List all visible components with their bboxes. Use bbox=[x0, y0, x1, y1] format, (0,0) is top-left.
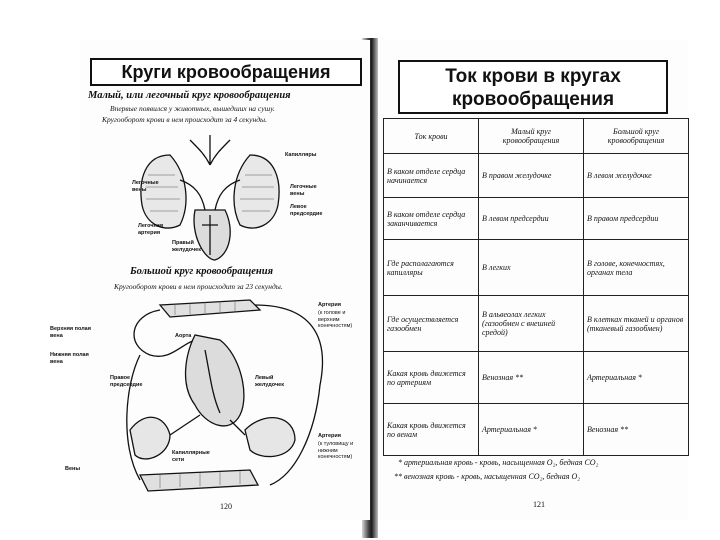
header-cell: Малый круг кровообращения bbox=[479, 119, 584, 154]
table-cell: Где располагаются капилляры bbox=[384, 240, 479, 296]
right-page bbox=[378, 40, 688, 520]
label-right-ventricle: Правый желудочек bbox=[172, 240, 201, 253]
table-cell: В правом предсердии bbox=[584, 198, 689, 240]
label-capillary-networks: Капиллярные сети bbox=[172, 450, 210, 463]
left-page-number: 120 bbox=[220, 502, 232, 511]
pulmonary-circulation-diagram bbox=[120, 125, 300, 265]
table-cell: В каком отделе сердца начинается bbox=[384, 154, 479, 198]
table-cell: Артериальная * bbox=[584, 352, 689, 404]
label-capillaries: Капилляры bbox=[285, 152, 317, 158]
label-veins: Вены bbox=[65, 466, 81, 472]
table-cell: Венозная ** bbox=[584, 404, 689, 456]
left-page bbox=[50, 40, 370, 520]
table-cell: В клетках тканей и органов (тканевый газообмен) bbox=[584, 296, 689, 352]
label-inferior-vena-cava: Нижняя полая вена bbox=[50, 352, 89, 365]
table-cell: В голове, конечностях, органах тела bbox=[584, 240, 689, 296]
left-page-title: Круги кровообращения bbox=[90, 58, 362, 86]
pulmonary-note-2: Кругооборот крови в нем происходит за 4 секунды. bbox=[102, 115, 267, 124]
table-cell: В каком отделе сердца заканчивается bbox=[384, 198, 479, 240]
label-artery-bottom-note: (к туловищу и нижним конечностям) bbox=[318, 441, 354, 460]
label-aorta: Аорта bbox=[175, 333, 192, 339]
label-pulmonary-veins-left: Легочные вены bbox=[132, 180, 159, 193]
table-row bbox=[384, 352, 689, 404]
systemic-note: Кругооборот крови в нем происходит за 23 секунды. bbox=[114, 282, 283, 291]
table-cell: В левом предсердии bbox=[479, 198, 584, 240]
right-page-number: 121 bbox=[533, 500, 545, 509]
table-cell: Какая кровь движется по венам bbox=[384, 404, 479, 456]
table-row bbox=[384, 198, 689, 240]
label-left-atrium: Левое предсердие bbox=[290, 204, 323, 217]
label-left-ventricle: Левый желудочек bbox=[255, 375, 284, 388]
pulmonary-note-1: Впервые появился у животных, вышедших на сушу. bbox=[110, 104, 275, 113]
table-row bbox=[384, 404, 689, 456]
table-cell: Венозная ** bbox=[479, 352, 584, 404]
header-cell: Большой круг кровообращения bbox=[584, 119, 689, 154]
table-cell: В левом желудочке bbox=[584, 154, 689, 198]
table-row bbox=[384, 240, 689, 296]
label-right-atrium: Правое предсердие bbox=[110, 375, 143, 388]
label-artery-top: Артерия bbox=[318, 302, 341, 308]
label-pulmonary-artery: Легочная артерия bbox=[138, 223, 164, 236]
table-header-row bbox=[384, 119, 689, 154]
table-cell: В правом желудочке bbox=[479, 154, 584, 198]
systemic-title: Большой круг кровообращения bbox=[130, 266, 274, 277]
label-artery-bottom: Артерия bbox=[318, 433, 341, 439]
table-cell: Где осуществляется газообмен bbox=[384, 296, 479, 352]
label-artery-top-note: (к голове и верхним конечностям) bbox=[318, 310, 353, 329]
table-cell: В альвеолах легких (газообмен с внешней средой) bbox=[479, 296, 584, 352]
right-page-title: Ток крови в кругах кровообращения bbox=[398, 60, 668, 114]
label-pulmonary-veins-right: Легочные вены bbox=[290, 184, 317, 197]
table-row bbox=[384, 296, 689, 352]
footnote-venous: ** венозная кровь - кровь, насыщенная CO₂, бедная O₂ bbox=[394, 472, 581, 481]
table-cell: Артериальная * bbox=[479, 404, 584, 456]
header-cell: Ток крови bbox=[384, 119, 479, 154]
table-row bbox=[384, 154, 689, 198]
footnote-arterial: * артериальная кровь - кровь, насыщенная O₂, бедная CO₂ bbox=[398, 458, 599, 467]
blood-flow-table bbox=[383, 118, 689, 456]
table-cell: Какая кровь движется по артериям bbox=[384, 352, 479, 404]
pulmonary-title: Малый, или легочный круг кровообращения bbox=[88, 90, 291, 101]
table-cell: В легких bbox=[479, 240, 584, 296]
label-superior-vena-cava: Верхняя полая вена bbox=[50, 326, 91, 339]
